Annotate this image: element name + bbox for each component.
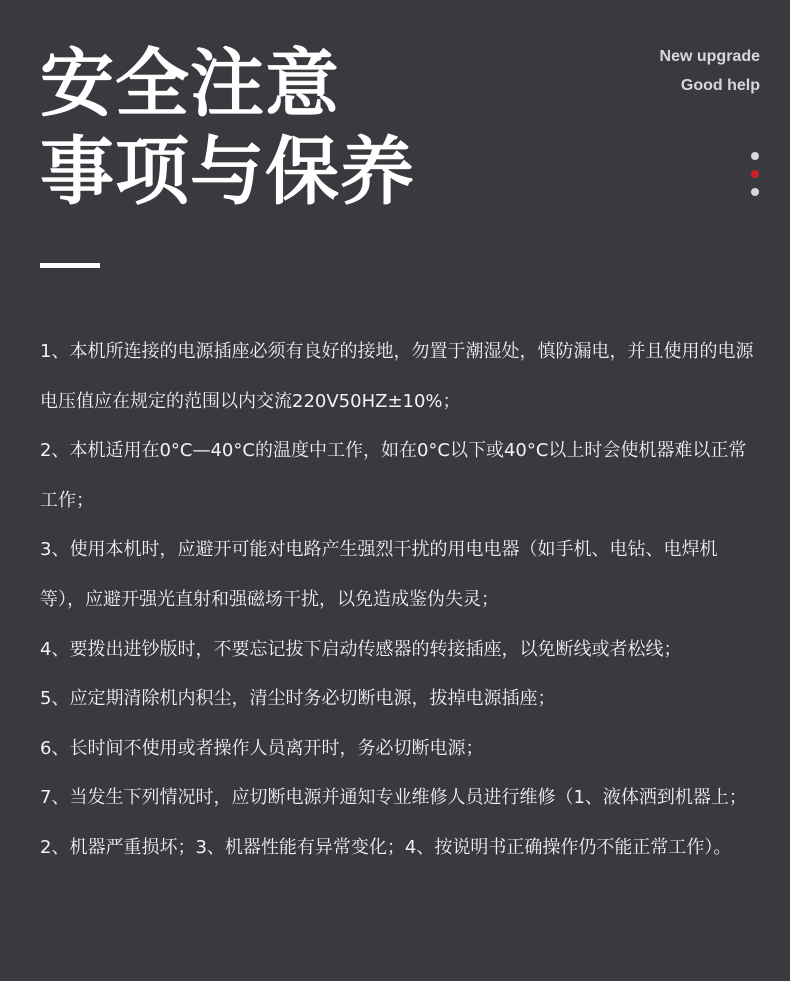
title-line-2: 事项与保养 <box>40 129 415 215</box>
note-item-3: 3、使用本机时，应避开可能对电路产生强烈干扰的用电电器（如手机、电钻、电焊机等），应避开强光直射和强磁场干扰，以免造成鉴伪失灵； <box>40 539 718 610</box>
title-divider <box>40 263 100 268</box>
tagline-line-1: New upgrade <box>659 48 760 65</box>
note-item-1: 1、本机所连接的电源插座必须有良好的接地，勿置于潮湿处，慎防漏电，并且使用的电源电压值应在规定的范围以内交流220V50HZ±10%； <box>40 341 754 412</box>
note-item-7: 7、当发生下列情况时，应切断电源并通知专业维修人员进行维修（1、液体洒到机器上；2、机器严重损坏；3、机器性能有异常变化；4、按说明书正确操作仍不能正常工作）。 <box>40 787 747 858</box>
tagline <box>660 42 760 100</box>
tagline-line-2: Good help <box>680 77 760 94</box>
title-line-1: 安全注意 <box>40 41 340 127</box>
note-item-4: 4、要拨出进钞版时，不要忘记拔下启动传感器的转接插座，以免断线或者松线； <box>40 638 682 660</box>
note-item-2: 2、本机适用在0°C—40°C的温度中工作，如在0°C以下或40°C以上时会使机器难以正常工作； <box>40 440 747 511</box>
note-item-5: 5、应定期清除机内积尘，清尘时务必切断电源，拔掉电源插座； <box>40 688 556 710</box>
indicator-dot-3 <box>751 188 759 196</box>
indicator-dot-2-active <box>751 170 759 178</box>
indicator-dot-1 <box>751 152 759 160</box>
safety-notes <box>40 327 755 873</box>
page-indicator <box>751 152 761 206</box>
note-item-6: 6、长时间不使用或者操作人员离开时，务必切断电源； <box>40 737 484 759</box>
page-title <box>40 40 415 216</box>
